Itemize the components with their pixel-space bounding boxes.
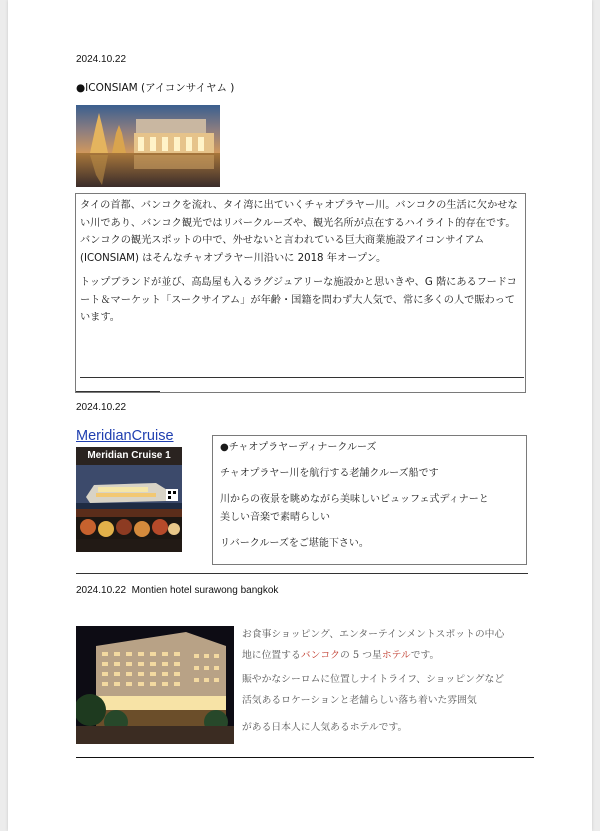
section1-date: 2024.10.22 <box>76 54 127 65</box>
section3-rule <box>76 757 534 758</box>
iconsiam-paragraph-1: タイの首都、バンコクを流れ、タイ湾に出ていくチャオプラヤー川。バンコクの生活に欠かせない川であり、バンコク観光ではリバークルーズや、観光名所が点在するハイライト的存在です。 <box>80 200 518 229</box>
iconsiam-photo <box>76 105 220 187</box>
section2-date: 2024.10.22 <box>76 402 127 413</box>
section2-rule <box>76 573 528 574</box>
section3-date: 2024.10.22 <box>76 585 127 596</box>
iconsiam-paragraph-3: トップブランドが並び、高島屋も入るラグジュアリーな施設かと思いきや、G 階にあるフードコート＆マーケット「スークサイアム」が年齢・国籍を問わず大人気で、常に多くの人で賑わっています。 <box>80 277 517 323</box>
hotel-description <box>242 628 538 735</box>
cruise-line-4: リバークルーズをご堪能下さい。 <box>220 538 369 549</box>
section1-heading: ●ICONSIAM (アイコンサイヤム ) <box>76 82 235 94</box>
hotel-line-2 <box>242 649 538 663</box>
hotel-line-2-c: の 5 つ星 <box>339 650 382 661</box>
hotel-line-2-e: です。 <box>410 650 440 661</box>
hotel-name: Montien hotel surawong bangkok <box>131 585 279 596</box>
cruise-poster <box>76 447 182 552</box>
hotel-line-4: 活気あるロケーションと老舗らしい落ち着いた雰囲気 <box>242 695 477 706</box>
cruise-line-1: チャオプラヤー川を航行する老舗クルーズ船です <box>220 468 439 479</box>
iconsiam-paragraph-2: バンコクの観光スポットの中で、外せないと言われている巨大商業施設アイコンサイアム(ICONSIAM) はそんなチャオプラヤー川沿いに 2018 年オープン。 <box>80 235 485 264</box>
cruise-line-2: 川からの夜景を眺めながら美味しいビュッフェ式ディナーと <box>220 494 489 505</box>
hotel-line-2-a: 地に位置する <box>242 650 301 661</box>
section1-short-rule <box>76 391 160 392</box>
bangkok-link[interactable]: バンコク <box>300 650 340 661</box>
hotel-line-3: 賑やかなシーロムに位置しナイトライフ、ショッピングなど <box>242 674 505 685</box>
hotel-line-1: お食事ショッピング、エンターテインメントスポットの中心 <box>242 629 505 640</box>
cruise-line-3: 美しい音楽で素晴らしい <box>220 512 330 523</box>
cruise-poster-title: Meridian Cruise 1 <box>87 450 171 461</box>
document-page <box>8 0 592 831</box>
section1-inner-rule <box>80 377 524 378</box>
cruise-heading: ●チャオプラヤーディナークルーズ <box>220 442 377 453</box>
meridian-cruise-link[interactable]: MeridianCruise <box>76 428 174 444</box>
hotel-line-5: がある日本人に人気あるホテルです。 <box>242 722 408 733</box>
cruise-description <box>220 441 525 551</box>
hotel-link[interactable]: ホテル <box>381 650 411 661</box>
iconsiam-description <box>80 197 522 327</box>
section3-date-hotel <box>76 585 278 596</box>
hotel-photo <box>76 626 234 744</box>
